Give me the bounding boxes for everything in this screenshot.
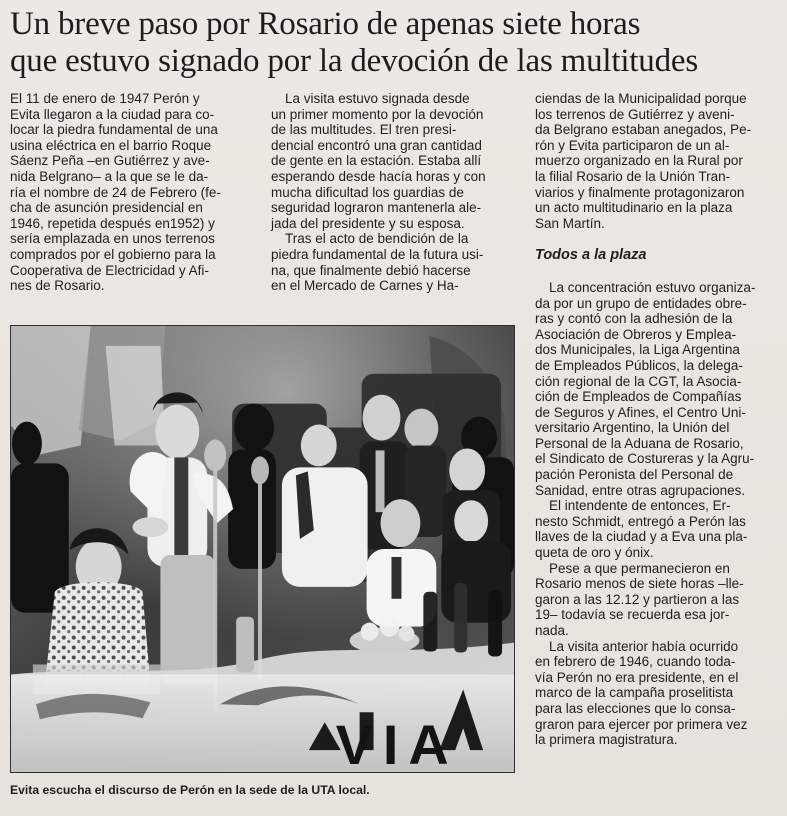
column1-paragraph-1: El 11 de enero de 1947 Perón y Evita llegaron a la ciudad para co- locar la piedra fundamental de una usina eléctrica en el barrio Roque Sáenz Peña –en Gutiérrez y ave- nida Belgrano– a la que se le da- ría el nombre de 24 de Febrero (fe- cha de asunción presidencial en 1946, repetida después en1952) y sería emplazada en unos terrenos comprados por el gobierno para la Cooperativa de Electricidad y Afi- nes de Rosario. [10,91,221,294]
photo-caption: Evita escucha el discurso de Perón en la sede de la UTA local. [10,783,370,797]
column3-continued-paragraph: ciendas de la Municipalidad porque los terrenos de Gutiérrez y aveni- da Belgrano estaban anegados, Pe- rón y Evita participaron de un al- muerzo organizado en la Rural por la filial Rosario de la Unión Tran- viarios y finalmente protagonizaron un acto multitudinario en la plaza San Martín. [535,91,752,231]
column3-paragraph-4: La visita anterior había ocurrido en febrero de 1946, cuando toda- vía Perón no era presidente, en el marco de la campaña proselitista para las elecciones que lo consa- graron para ejercer por primera vez la primera magistratura. [535,638,748,748]
photo-illustration [11,326,514,772]
column2-paragraph-2: Tras el acto de bendición de la piedra fundamental de la futura usi- na, que finalmente debió hacerse en el Mercado de Carnes y Ha- [271,231,484,294]
column3-paragraph-2: El intendente de entonces, Er- nesto Schmidt, entregó a Perón las llaves de la ciudad y a Eva una pla- queta de oro y ónix. [535,498,748,561]
article-column-1 [10,91,254,294]
column3-paragraph-1: La concentración estuvo organiza- da por un grupo de entidades obre- ras y contó con la adhesión de la Asociación de Obreros y Emplea- dos Municipales, la Liga Argentina de Empleados Públicos, la delega- ción regional de la CGT, la Asocia- ción de Empleados de Compañías de Seguros y Afines, el Centro Uni- versitario Argentino, la Unión del Personal de la Aduana de Rosario, el Sindicato de Costureras y la Agru- pación Peronista del Personal de Sanidad, entre otras agrupaciones. [535,279,756,498]
historical-photo [10,325,515,773]
section-subheading: Todos a la plaza [535,247,647,264]
banner-text: VIA [335,714,459,772]
article-headline [10,6,770,80]
headline-text: Un breve paso por Rosario de apenas siete horas que estuvo signado por la devoción de las multitudes [10,6,698,79]
article-column-3 [535,91,775,748]
column3-paragraph-3: Pese a que permanecieron en Rosario menos de siete horas –lle- garon a las 12.12 y partieron a las 19– todavía se recuerda esa jor- nada. [535,560,744,638]
article-column-2 [271,91,512,294]
column2-paragraph-1: La visita estuvo signada desde un primer momento por la devoción de las multitudes. El tren presi- dencial encontró una gran cantidad de gente en la estación. Estaba allí esperando desde hacía horas y con mucha dificultad los guardias de seguridad lograron mantenerla ale- jada del presidente y su esposa. [271,91,486,231]
